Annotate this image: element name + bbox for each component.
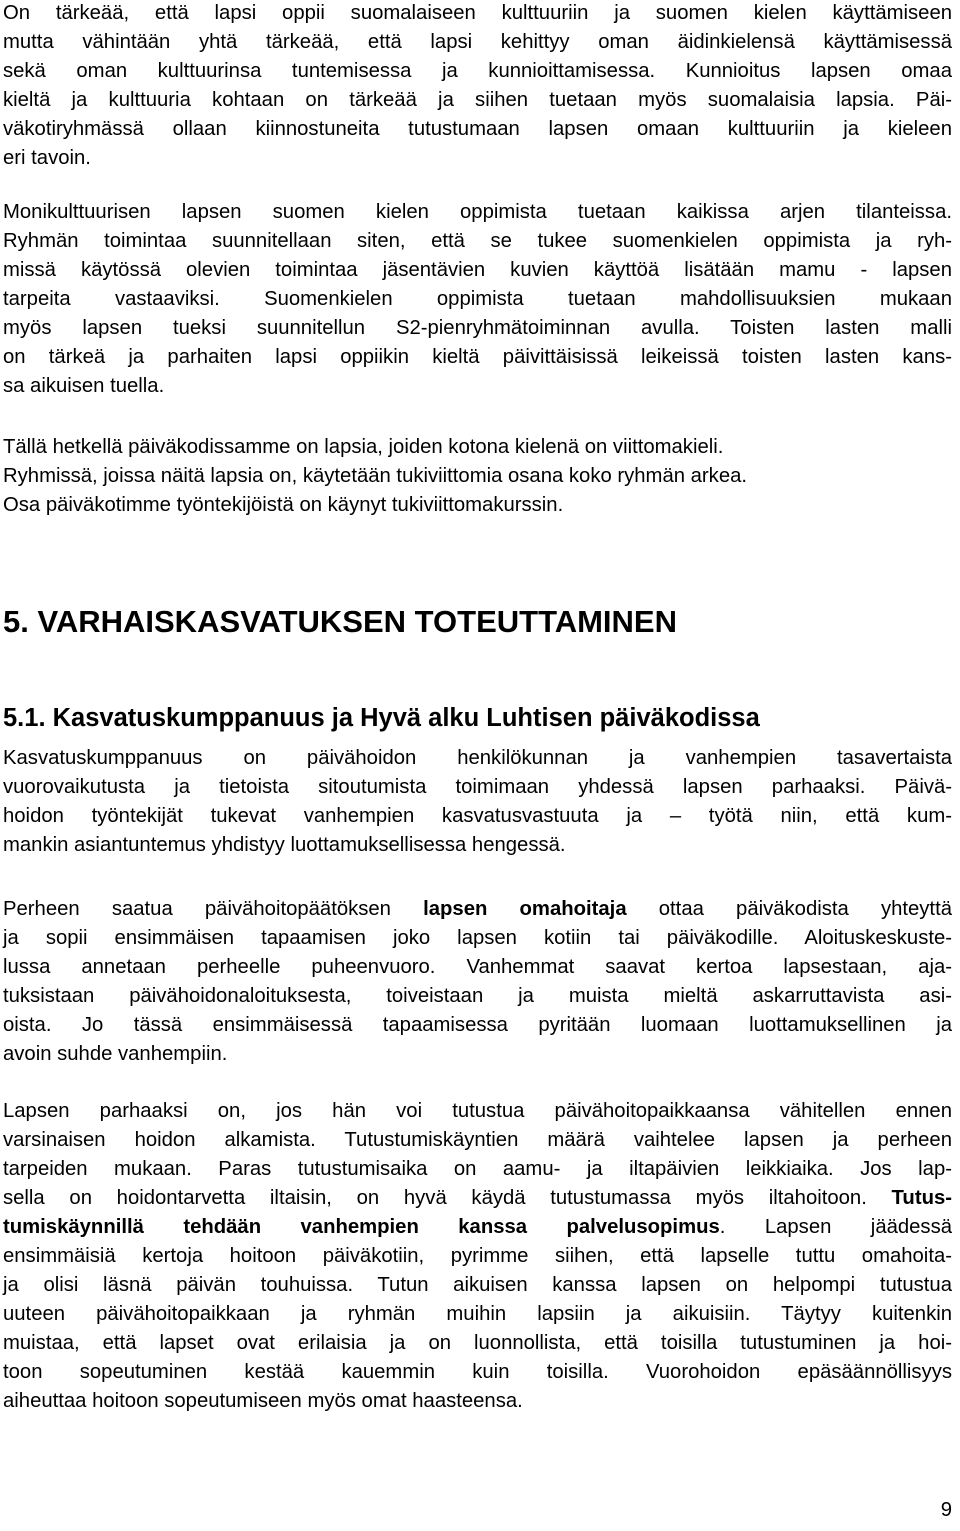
text-line — [3, 1184, 952, 1213]
text-line: vuorovaikutusta ja tietoista sitoutumista toimimaan yhdessä lapsen parhaaksi. Päivä- — [3, 776, 952, 798]
text-line: ensimmäisiä kertoja hoitoon päiväkotiin, pyrimme siihen, että lapselle tuttu omahoita- — [3, 1245, 952, 1267]
text-line: On tärkeää, että lapsi oppii suomalaiseen kulttuuriin ja suomen kielen käyttämiseen — [3, 2, 952, 24]
text-line: ja sopii ensimmäisen tapaamisen joko lapsen kotiin tai päiväkodille. Aloituskeskuste- — [3, 927, 952, 949]
text-line: Osa päiväkotimme työntekijöistä on käynyt tukiviittomakurssin. — [3, 494, 564, 516]
text-line: mutta vähintään yhtä tärkeää, että lapsi kehittyy oman äidinkielensä käyttämisessä — [3, 31, 952, 53]
text-line: tarpeiden mukaan. Paras tutustumisaika on aamu- ja iltapäivien leikkiaika. Jos lap- — [3, 1158, 952, 1180]
text-line: aiheuttaa hoitoon sopeutumiseen myös omat haasteensa. — [3, 1390, 523, 1412]
text-run: sella on hoidontarvetta iltaisin, on hyvä käydä tutustumassa myös iltahoitoon. — [3, 1187, 892, 1209]
text-line — [3, 895, 952, 924]
paragraph-culture — [3, 0, 952, 173]
text-line: varsinaisen hoidon alkamista. Tutustumiskäyntien määrä vaihtelee lapsen ja perheen — [3, 1129, 952, 1151]
text-line: tarpeita vastaaviksi. Suomenkielen oppimista tuetaan mahdollisuuksien mukaan — [3, 288, 952, 310]
text-line: sa aikuisen tuella. — [3, 375, 165, 397]
text-line: Kasvatuskumppanuus on päivähoidon henkilökunnan ja vanhempien tasavertaista — [3, 747, 952, 769]
text-line: missä käytössä olevien toimintaa jäsentävien kuvien käyttöä lisätään mamu - lapsen — [3, 259, 952, 281]
paragraph-first-meeting — [3, 895, 952, 1069]
text-line — [3, 1213, 952, 1242]
text-line: myös lapsen tueksi suunnitellun S2-pienryhmätoiminnan avulla. Toisten lasten malli — [3, 317, 952, 339]
text-line: ja olisi läsnä päivän touhuissa. Tutun aikuisen kanssa lapsen on helpompi tutustua — [3, 1274, 952, 1296]
text-line: eri tavoin. — [3, 147, 91, 169]
text-line: muistaa, että lapset ovat erilaisia ja on luonnollista, että toisilla tutustuminen ja hoi- — [3, 1332, 952, 1354]
text-line: Ryhmän toimintaa suunnitellaan siten, että se tukee suomenkielen oppimista ja ryh- — [3, 230, 952, 252]
text-line: Lapsen parhaaksi on, jos hän voi tutustua päivähoitopaikkaansa vähitellen ennen — [3, 1100, 952, 1122]
text-run: . Lapsen jäädessä — [719, 1216, 952, 1238]
text-run: Perheen saatua päivähoitopäätöksen — [3, 898, 424, 920]
paragraph-multicultural — [3, 198, 952, 401]
section-heading: 5. VARHAISKASVATUKSEN TOTEUTTAMINEN — [3, 604, 677, 639]
bold-term: lapsen omahoitaja — [423, 898, 627, 920]
text-line: väkotiryhmässä ollaan kiinnostuneita tutustumaan lapsen omaan kulttuuriin ja kieleen — [3, 118, 952, 140]
paragraph-familiarization — [3, 1097, 952, 1416]
text-line: lussa annetaan perheelle puheenvuoro. Vanhemmat saavat kertoa lapsestaan, aja- — [3, 956, 952, 978]
text-run: ottaa päiväkodista yhteyttä — [626, 898, 952, 920]
paragraph-partnership — [3, 744, 952, 860]
text-line: avoin suhde vanhempiin. — [3, 1043, 228, 1065]
subsection-heading: 5.1. Kasvatuskumppanuus ja Hyvä alku Luhtisen päiväkodissa — [3, 704, 760, 732]
bold-term: tumiskäynnillä tehdään vanhempien kanssa palvelusopimus — [3, 1216, 720, 1238]
text-line: uuteen päivähoitopaikkaan ja ryhmän muihin lapsiin ja aikuisiin. Täytyy kuitenkin — [3, 1303, 952, 1325]
text-line: Monikulttuurisen lapsen suomen kielen oppimista tuetaan kaikissa arjen tilanteissa. — [3, 201, 952, 223]
text-line: on tärkeä ja parhaiten lapsi oppiikin kieltä päivittäisissä leikeissä toisten lasten kans- — [3, 346, 952, 368]
text-line: toon sopeutuminen kestää kauemmin kuin toisilla. Vuorohoidon epäsäännöllisyys — [3, 1361, 952, 1383]
text-line: mankin asiantuntemus yhdistyy luottamuksellisessa hengessä. — [3, 834, 566, 856]
text-line: sekä oman kulttuurinsa tuntemisessa ja kunnioittamisessa. Kunnioitus lapsen omaa — [3, 60, 952, 82]
bold-term: Tutus- — [891, 1187, 952, 1209]
text-line: tuksistaan päivähoidonaloituksesta, toiveistaan ja muista mieltä askarruttavista asi- — [3, 985, 952, 1007]
paragraph-sign-language — [3, 433, 952, 520]
text-line: Ryhmissä, joissa näitä lapsia on, käytetään tukiviittomia osana koko ryhmän arkea. — [3, 465, 748, 487]
text-line: hoidon työntekijät tukevat vanhempien kasvatusvastuuta ja – työtä niin, että kum- — [3, 805, 952, 827]
text-line: oista. Jo tässä ensimmäisessä tapaamisessa pyritään luomaan luottamuksellinen ja — [3, 1014, 952, 1036]
text-line: kieltä ja kulttuuria kohtaan on tärkeää ja siihen tuetaan myös suomalaisia lapsia. Päi- — [3, 89, 952, 111]
page-number: 9 — [940, 1499, 952, 1521]
text-line: Tällä hetkellä päiväkodissamme on lapsia, joiden kotona kielenä on viittomakieli. — [3, 436, 724, 458]
